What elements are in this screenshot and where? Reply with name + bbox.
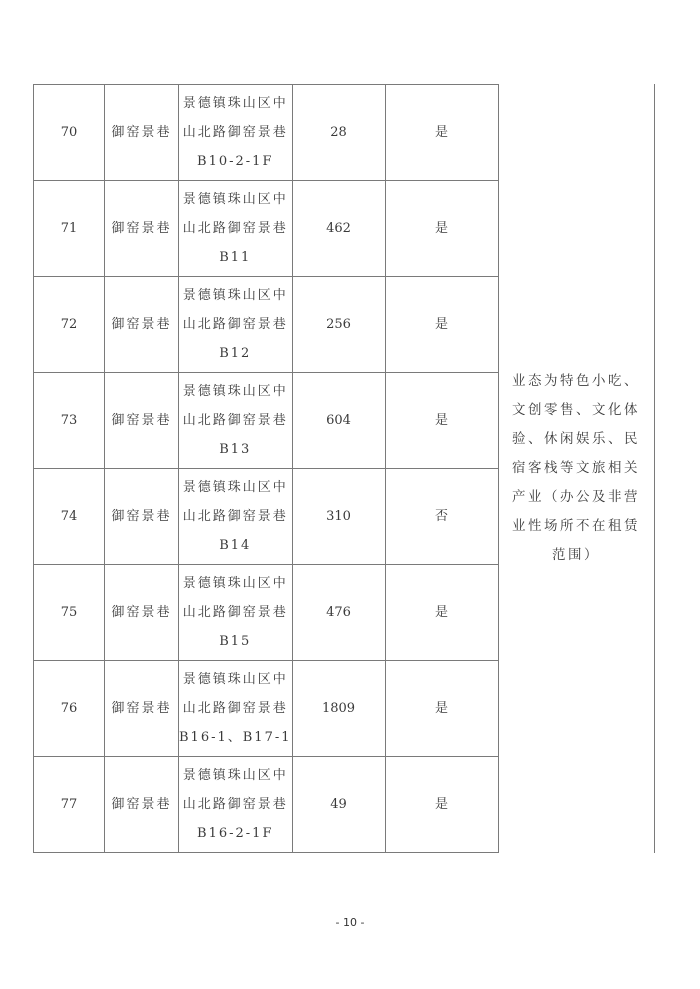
table-row [34, 277, 499, 373]
property-area: 604 [292, 373, 385, 469]
address-line: B13 [219, 442, 252, 457]
property-table [33, 84, 499, 853]
property-area: 49 [292, 757, 385, 853]
property-flag: 是 [385, 661, 498, 757]
property-flag: 是 [385, 373, 498, 469]
table-row [34, 757, 499, 853]
address-line: B14 [219, 538, 252, 553]
business-scope-column [498, 84, 655, 853]
row-number: 75 [34, 565, 105, 661]
property-address [179, 85, 293, 181]
address-line: 景德镇珠山区中 [182, 192, 288, 207]
address-line: 山北路御窑景巷 [182, 221, 288, 236]
address-line: B10-2-1F [197, 154, 274, 169]
address-line: 景德镇珠山区中 [182, 384, 288, 399]
row-number: 70 [34, 85, 105, 181]
business-scope-note: 业态为特色小吃、文创零售、文化体验、休闲娱乐、民宿客栈等文旅相关产业（办公及非营业性场所不在租赁范围） [512, 373, 640, 563]
row-number: 77 [34, 757, 105, 853]
address-line: 景德镇珠山区中 [182, 288, 288, 303]
property-address [179, 469, 293, 565]
table-row [34, 469, 499, 565]
property-name: 御窑景巷 [105, 277, 179, 373]
address-line: 山北路御窑景巷 [182, 701, 288, 716]
table-row [34, 85, 499, 181]
address-line: 山北路御窑景巷 [182, 317, 288, 332]
property-area: 28 [292, 85, 385, 181]
property-flag: 是 [385, 757, 498, 853]
address-line: B12 [219, 346, 252, 361]
table-row [34, 565, 499, 661]
address-line: 景德镇珠山区中 [182, 768, 288, 783]
address-line: B16-2-1F [197, 826, 274, 841]
table-row [34, 181, 499, 277]
property-name: 御窑景巷 [105, 85, 179, 181]
property-area: 1809 [292, 661, 385, 757]
address-line: 山北路御窑景巷 [182, 413, 288, 428]
address-line: 景德镇珠山区中 [182, 672, 288, 687]
address-line: 山北路御窑景巷 [182, 125, 288, 140]
property-name: 御窑景巷 [105, 181, 179, 277]
property-flag: 是 [385, 85, 498, 181]
property-name: 御窑景巷 [105, 565, 179, 661]
property-address [179, 277, 293, 373]
address-line: 山北路御窑景巷 [182, 797, 288, 812]
property-area: 256 [292, 277, 385, 373]
address-line: B16-1、B17-1 [179, 730, 292, 745]
address-line: B15 [219, 634, 252, 649]
property-address [179, 181, 293, 277]
property-address [179, 757, 293, 853]
property-flag: 是 [385, 181, 498, 277]
address-line: B11 [219, 250, 252, 265]
address-line: 景德镇珠山区中 [182, 96, 288, 111]
row-number: 72 [34, 277, 105, 373]
property-address [179, 565, 293, 661]
row-number: 71 [34, 181, 105, 277]
property-address [179, 661, 293, 757]
row-number: 76 [34, 661, 105, 757]
property-flag: 是 [385, 277, 498, 373]
property-flag: 否 [385, 469, 498, 565]
row-number: 73 [34, 373, 105, 469]
address-line: 景德镇珠山区中 [182, 576, 288, 591]
property-area: 476 [292, 565, 385, 661]
property-name: 御窑景巷 [105, 757, 179, 853]
address-line: 山北路御窑景巷 [182, 509, 288, 524]
property-address [179, 373, 293, 469]
property-flag: 是 [385, 565, 498, 661]
property-name: 御窑景巷 [105, 373, 179, 469]
property-name: 御窑景巷 [105, 661, 179, 757]
row-number: 74 [34, 469, 105, 565]
property-area: 310 [292, 469, 385, 565]
property-name: 御窑景巷 [105, 469, 179, 565]
page-number: - 10 - [335, 916, 365, 929]
address-line: 景德镇珠山区中 [182, 480, 288, 495]
property-area: 462 [292, 181, 385, 277]
address-line: 山北路御窑景巷 [182, 605, 288, 620]
table-row [34, 661, 499, 757]
table-row [34, 373, 499, 469]
